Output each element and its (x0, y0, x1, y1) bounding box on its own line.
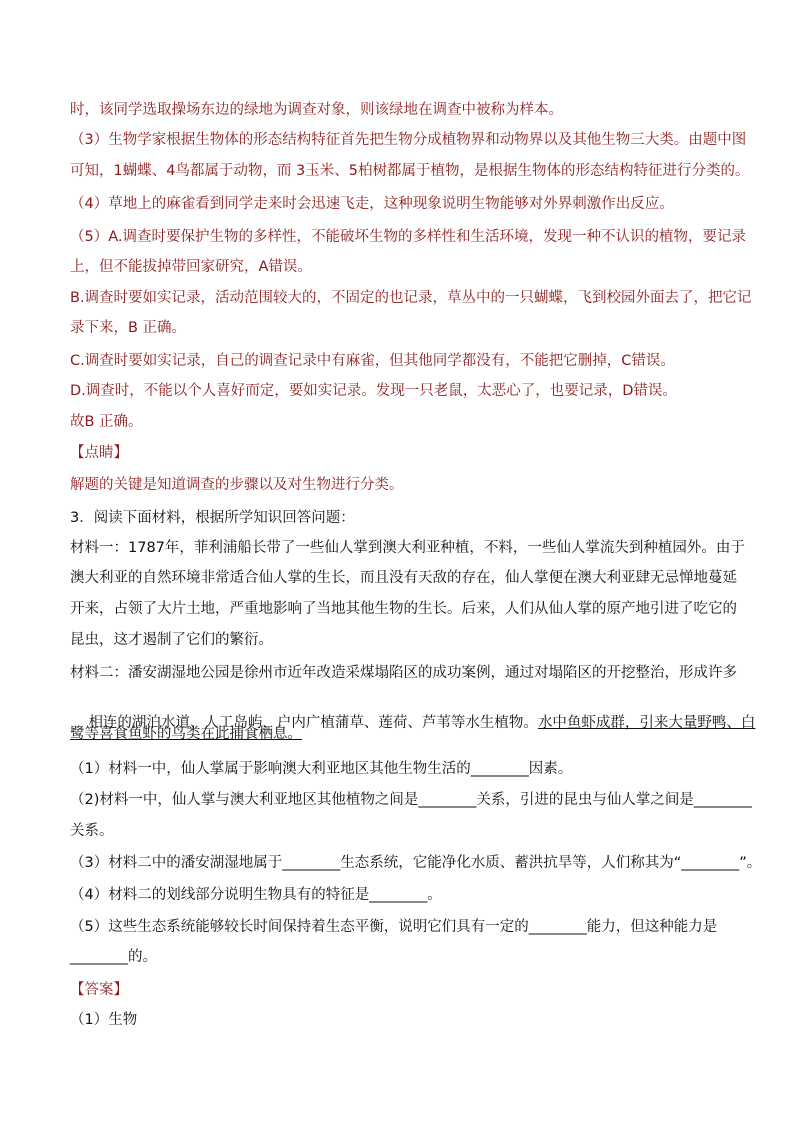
explanation-line: 故B 正确。 (70, 414, 143, 430)
explanation-line: （4）草地上的麻雀看到同学走来时会迅速飞走，这种现象说明生物能够对外界刺激作出反应。 (70, 196, 674, 212)
material-line: 昆虫，这才遏制了它们的繁衍。 (70, 632, 273, 648)
material-line: 澳大利亚的自然环境非常适合仙人掌的生长，而且没有天敌的存在，仙人掌便在澳大利亚肆无忌惮地蔓延 (70, 570, 737, 586)
explanation-line: 上，但不能拔掉带回家研究，A错误。 (70, 259, 312, 275)
material-line: 材料一：1787年，菲利浦船长带了一些仙人掌到澳大利亚种植，不料，一些仙人掌流失到种植园外。由于 (70, 540, 745, 556)
material-line: 材料二：潘安湖湿地公园是徐州市近年改造采煤塌陷区的成功案例，通过对塌陷区的开挖整治，形成许多 (70, 665, 737, 681)
material-line (70, 693, 755, 753)
sub-question: （4）材料二的划线部分说明生物具有的特征是________。 (70, 887, 442, 903)
question-prompt: 3．阅读下面材料，根据所学知识回答问题： (70, 510, 355, 526)
sub-question: （1）材料一中，仙人掌属于影响澳大利亚地区其他生物生活的________因素。 (70, 761, 573, 777)
dianjing-text: 解题的关键是知道调查的步骤以及对生物进行分类。 (70, 477, 404, 493)
underlined-text: 鹭等喜食鱼虾的鸟类在此捕食栖息。 (70, 726, 302, 742)
dianjing-heading: 【点睛】 (70, 445, 128, 461)
answer-heading: 【答案】 (70, 982, 128, 998)
sub-question: （5）这些生态系统能够较长时间保持着生态平衡，说明它们具有一定的________能力，但这种能力是 (70, 919, 718, 935)
explanation-line: 时，该同学选取操场东边的绿地为调查对象，则该绿地在调查中被称为样本。 (70, 102, 563, 118)
material-text: 相连的湖泊水道、人工岛屿，户内广植蒲草、莲荷、芦苇等水生植物。 (88, 715, 538, 731)
explanation-line: （5）A.调查时要保护生物的多样性，不能破坏生物的多样性和生活环境，发现一种不认识的植物，要记录 (70, 229, 746, 245)
explanation-line: B.调查时要如实记录，活动范围较大的，不固定的也记录，草丛中的一只蝴蝶，飞到校园外面去了，把它记 (70, 290, 752, 306)
explanation-line: C.调查时要如实记录，自己的调查记录中有麻雀，但其他同学都没有，不能把它删掉，C错误。 (70, 353, 675, 369)
explanation-line: （3）生物学家根据生物体的形态结构特征首先把生物分成植物界和动物界以及其他生物三大类。由题中图 (70, 132, 747, 148)
underlined-text: 水中鱼虾成群，引来大量野鸭、白 (537, 715, 756, 731)
explanation-line: 可知，1蝴蝶、4鸟都属于动物，而 3玉米、5柏树都属于植物，是根据生物体的形态结构特征进行分类的。 (70, 163, 750, 179)
explanation-line: 录下来，B 正确。 (70, 320, 187, 336)
sub-question: 关系。 (70, 823, 114, 839)
sub-question: （3）材料二中的潘安湖湿地属于________生态系统，它能净化水质、蓄洪抗旱等，人们称其为“________”。 (70, 855, 762, 871)
sub-question: （2)材料一中，仙人掌与澳大利亚地区其他植物之间是________关系，引进的昆虫与仙人掌之间是________ (70, 792, 752, 808)
sub-question: ________的。 (70, 949, 157, 965)
material-line: 开来，占领了大片土地，严重地影响了当地其他生物的生长。后来，人们从仙人掌的原产地引进了吃它的 (70, 601, 737, 617)
answer-text: （1）生物 (70, 1012, 138, 1028)
explanation-line: D.调查时，不能以个人喜好而定，要如实记录。发现一只老鼠，太恶心了，也要记录，D错误。 (70, 383, 677, 399)
